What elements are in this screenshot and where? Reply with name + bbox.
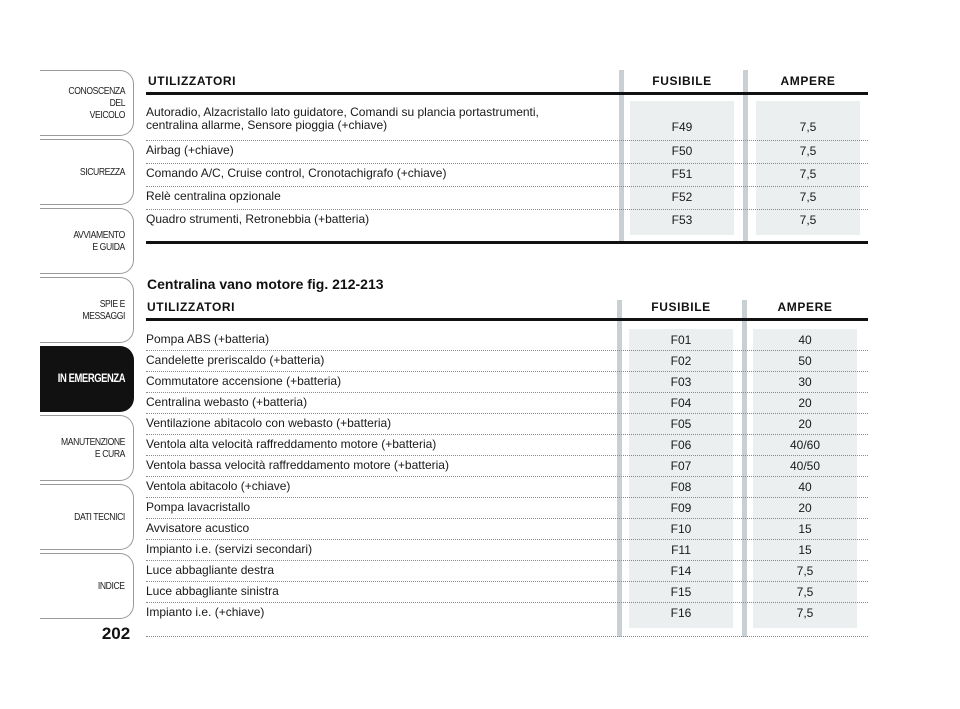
- tab-in-emergenza[interactable]: [40, 346, 134, 412]
- table-row-fuse: F10: [670, 522, 692, 536]
- header-fuse: FUSIBILE: [652, 74, 712, 88]
- table-row-amps: 7,5: [796, 585, 814, 599]
- tab-label: INDICE: [98, 580, 125, 592]
- table-row-amps: 40/60: [789, 438, 821, 452]
- table-row-amps: 20: [798, 417, 812, 431]
- table-row-amps: 20: [798, 501, 812, 515]
- row-divider: [146, 560, 868, 561]
- table-row-users: Avvisatore acustico: [146, 521, 250, 535]
- tab-label: DATI TECNICI: [74, 511, 125, 523]
- tab-conoscenza-del-veicolo[interactable]: [40, 70, 134, 136]
- row-divider: [146, 518, 868, 519]
- table-row-fuse: F51: [671, 167, 693, 181]
- table-row-fuse: F02: [670, 354, 692, 368]
- table-bottom-rule: [146, 241, 868, 244]
- row-divider: [146, 581, 868, 582]
- row-divider: [146, 140, 868, 141]
- table-row-users: Pompa ABS (+batteria): [146, 332, 270, 346]
- table-row-fuse: F14: [670, 564, 692, 578]
- row-divider: [146, 539, 868, 540]
- table-row-fuse: F03: [670, 375, 692, 389]
- row-divider: [146, 497, 868, 498]
- row-divider: [146, 434, 868, 435]
- fuse-column-bg: [629, 329, 733, 628]
- row-divider: [146, 371, 868, 372]
- table-row-amps: 7,5: [799, 144, 817, 158]
- page-number: 202: [101, 624, 131, 643]
- table-row-users: Autoradio, Alzacristallo lato guidatore, Comandi su plancia portastrumenti, centralina allarme, Sensore pioggia (+chiave): [146, 105, 539, 132]
- tab-label: CONOSCENZA DEL VEICOLO: [68, 85, 125, 121]
- table-row-users: Ventola abitacolo (+chiave): [146, 479, 291, 493]
- table-row-fuse: F50: [671, 144, 693, 158]
- tab-label: SPIE E MESSAGGI: [82, 298, 125, 322]
- tab-sicurezza[interactable]: [40, 139, 134, 205]
- column-separator: [619, 70, 624, 244]
- table-row-fuse: F05: [670, 417, 692, 431]
- header-rule: [146, 92, 868, 95]
- tab-dati-tecnici[interactable]: [40, 484, 134, 550]
- header-fuse: FUSIBILE: [651, 300, 711, 314]
- table-row-users: Pompa lavacristallo: [146, 500, 251, 514]
- section-title: Centralina vano motore fig. 212-213: [147, 276, 384, 292]
- row-divider: [146, 209, 868, 210]
- column-separator: [743, 70, 748, 244]
- table-row-fuse: F04: [670, 396, 692, 410]
- header-users: UTILIZZATORI: [147, 300, 236, 314]
- table-row-fuse: F01: [670, 333, 692, 347]
- table-bottom-rule: [146, 636, 868, 637]
- table-row-users: Ventilazione abitacolo con webasto (+batteria): [146, 416, 392, 430]
- header-users: UTILIZZATORI: [148, 74, 237, 88]
- table-row-users: Ventola bassa velocità raffreddamento motore (+batteria): [146, 458, 449, 472]
- tab-manutenzione-e-cura[interactable]: [40, 415, 134, 481]
- table-row-users: Relè centralina opzionale: [146, 189, 281, 203]
- table-row-amps: 40/50: [789, 459, 821, 473]
- row-divider: [146, 602, 868, 603]
- table-row-amps: 15: [798, 522, 812, 536]
- table-row-amps: 7,5: [796, 564, 814, 578]
- table-row-fuse: F15: [670, 585, 692, 599]
- header-amps: AMPERE: [777, 300, 833, 314]
- table-row-fuse: F09: [670, 501, 692, 515]
- table-row-amps: 7,5: [799, 120, 817, 134]
- table-row-fuse: F08: [670, 480, 692, 494]
- table-row-amps: 20: [798, 396, 812, 410]
- tab-label: MANUTENZIONE E CURA: [61, 436, 125, 460]
- table-row-users: Centralina webasto (+batteria): [146, 395, 308, 409]
- header-amps: AMPERE: [780, 74, 836, 88]
- table-row-amps: 7,5: [799, 213, 817, 227]
- amps-column-bg: [753, 329, 857, 628]
- tab-spie-e-messaggi[interactable]: [40, 277, 134, 343]
- table-row-users: Luce abbagliante sinistra: [146, 584, 279, 598]
- table-row-fuse: F16: [670, 606, 692, 620]
- header-rule: [146, 318, 868, 321]
- table-row-users: Ventola alta velocità raffreddamento motore (+batteria): [146, 437, 437, 451]
- table-row-fuse: F11: [671, 543, 691, 557]
- table-row-amps: 7,5: [799, 167, 817, 181]
- tab-avviamento-e-guida[interactable]: [40, 208, 134, 274]
- row-divider: [146, 413, 868, 414]
- row-divider: [146, 163, 868, 164]
- table-row-users: Airbag (+chiave): [146, 143, 234, 157]
- tab-indice[interactable]: [40, 553, 134, 619]
- table-row-amps: 50: [798, 354, 812, 368]
- row-divider: [146, 392, 868, 393]
- table-row-amps: 7,5: [799, 190, 817, 204]
- table-row-users: Comando A/C, Cruise control, Cronotachigrafo (+chiave): [146, 166, 447, 180]
- table-row-users: Luce abbagliante destra: [146, 563, 275, 577]
- tab-label: IN EMERGENZA: [57, 373, 125, 385]
- table-row-users: Impianto i.e. (+chiave): [146, 605, 265, 619]
- table-row-amps: 40: [798, 333, 812, 347]
- table-row-users: Quadro strumenti, Retronebbia (+batteria): [146, 212, 370, 226]
- row-divider: [146, 186, 868, 187]
- row-divider: [146, 350, 868, 351]
- table-row-fuse: F06: [670, 438, 692, 452]
- row-divider: [146, 476, 868, 477]
- table-row-fuse: F53: [671, 213, 693, 227]
- table-row-amps: 40: [798, 480, 812, 494]
- table-row-amps: 7,5: [796, 606, 814, 620]
- table-row-fuse: F52: [671, 190, 693, 204]
- table-row-users: Impianto i.e. (servizi secondari): [146, 542, 313, 556]
- table-row-fuse: F07: [670, 459, 692, 473]
- tab-label: SICUREZZA: [79, 166, 125, 178]
- table-row-fuse: F49: [671, 120, 693, 134]
- table-row-users: Commutatore accensione (+batteria): [146, 374, 342, 388]
- table-row-amps: 15: [798, 543, 812, 557]
- row-divider: [146, 455, 868, 456]
- table-row-users: Candelette preriscaldo (+batteria): [146, 353, 325, 367]
- table-row-amps: 30: [798, 375, 812, 389]
- tab-label: AVVIAMENTO E GUIDA: [73, 229, 125, 253]
